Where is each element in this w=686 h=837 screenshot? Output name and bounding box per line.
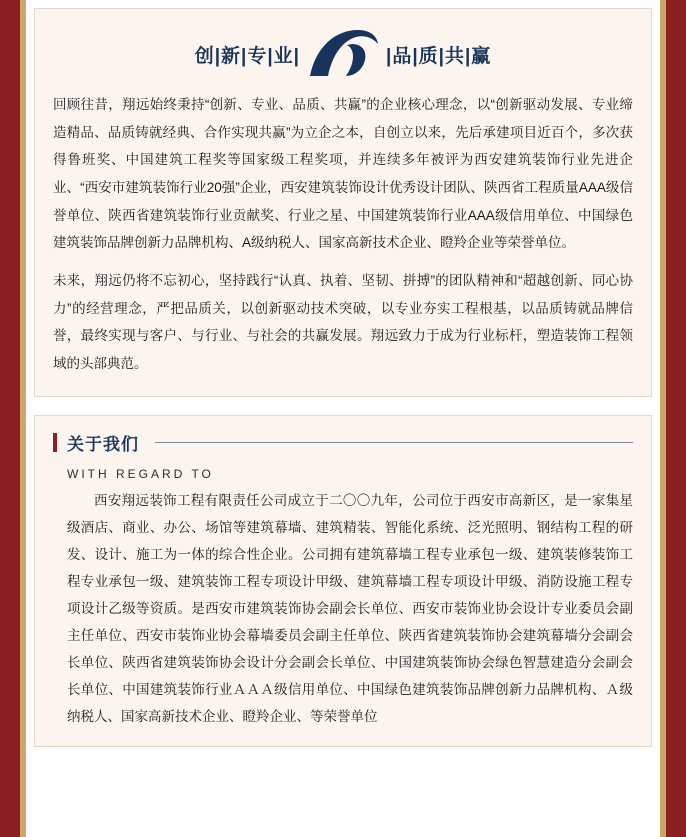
slogan-left: 创|新|专|业| — [194, 45, 300, 67]
about-body: 西安翔远装饰工程有限责任公司成立于二〇〇九年，公司位于西安市高新区，是一家集星级酒店、商业、办公、场馆等建筑幕墙、建筑精装、智能化系统、泛光照明、钢结构工程的研发、设计、施工为一体的综合性企业。公司拥有建筑幕墙工程专业承包一级、建筑装修装饰工程专业承包一级、建筑装饰工程专项设计甲级、建筑幕墙工程专项设计甲级、消防设施工程专项设计乙级等资质。是西安市建筑装饰协会副会长单位、西安市装饰业协会设计专业委员会副主任单位、西安市装饰业协会幕墙委员会副主任单位、陕西省建筑装饰协会建筑幕墙分会副会长单位、陕西省建筑装饰协会设计分会副会长单位、中国建筑装饰协会绿色智慧建造分会副会长单位、中国建筑装饰行业ＡＡＡ级信用单位、中国绿色建筑装饰品牌创新力品牌机构、Ａ级纳税人、国家高新技术企业、瞪羚企业、等荣誉单位 — [67, 492, 633, 724]
brand-banner — [53, 23, 633, 85]
about-subtitle: WITH REGARD TO — [67, 466, 214, 481]
about-title: 关于我们 — [67, 434, 139, 454]
document-content — [26, 0, 660, 837]
left-decorative-rail — [0, 0, 20, 837]
intro-paragraph-2: 未来，翔远仍将不忘初心，坚持践行“认真、执着、坚韧、拼搏”的团队精神和“超越创新、同心协力”的经营理念，严把品质关，以创新驱动技术突破，以专业夯实工程根基，以品质铸就品牌信誉，最终实现与客户、与行业、与社会的共赢发展。翔远致力于成为行业标杆，塑造装饰工程领域的头部典范。 — [53, 273, 633, 372]
right-decorative-rail — [666, 0, 686, 837]
right-rail-accent — [660, 0, 666, 837]
swoosh-logo-icon — [306, 26, 380, 82]
intro-paragraph-1: 回顾往昔，翔远始终秉持“创新、专业、品质、共赢”的企业核心理念，以“创新驱动发展、专业缔造精品、品质铸就经典、合作实现共赢”为立企之本，自创立以来，先后承建项目近百个，多次获得鲁班奖、中国建筑工程奖等国家级工程奖项，并连续多年被评为西安建筑装饰行业先进企业、“西安市建筑装饰行业20强”企业，西安建筑装饰设计优秀设计团队、陕西省工程质量AAA级信誉单位、陕西省建筑装饰行业贡献奖、行业之星、中国建筑装饰行业AAA级信用单位、中国绿色建筑装饰品牌创新力品牌机构、A级纳税人、国家高新技术企业、瞪羚企业等荣誉单位。 — [53, 97, 633, 251]
about-card — [34, 415, 652, 747]
about-section-header — [53, 430, 633, 455]
slogan-right: |品|质|共|赢 — [386, 45, 492, 67]
section-divider — [155, 442, 633, 443]
section-accent-bar — [53, 433, 57, 452]
intro-card — [34, 8, 652, 397]
